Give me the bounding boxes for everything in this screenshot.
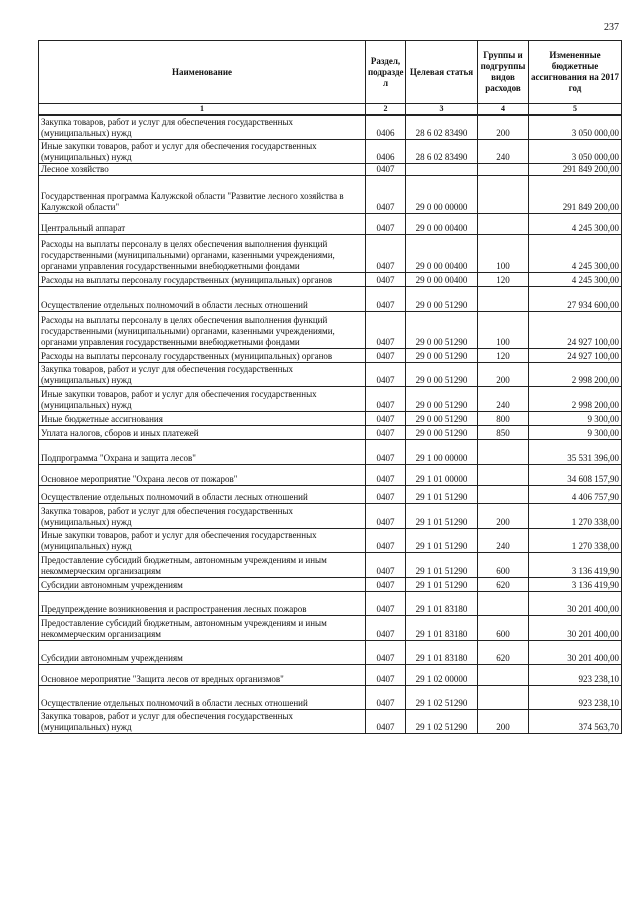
row-amount: 35 531 396,00 [529,439,622,464]
row-group: 240 [478,139,529,163]
row-amount: 30 201 400,00 [529,615,622,640]
row-article: 29 1 01 83180 [406,640,478,664]
row-group: 200 [478,115,529,139]
row-section: 0407 [366,464,406,485]
header-amount: Измененные бюджетные ассигнования на 2017 год [529,41,622,104]
row-amount: 2 998 200,00 [529,362,622,386]
row-article: 29 1 01 00000 [406,464,478,485]
row-group: 600 [478,615,529,640]
row-section: 0407 [366,503,406,528]
table-row [39,685,622,709]
table-row [39,163,622,175]
table-row [39,139,622,163]
row-name: Государственная программа Калужской области "Развитие лесного хозяйства в Калужской области" [39,175,366,213]
header-num: 3 [406,104,478,116]
row-name: Подпрограмма "Охрана и защита лесов" [39,439,366,464]
row-name: Лесное хозяйство [39,163,366,175]
row-amount: 30 201 400,00 [529,640,622,664]
row-group [478,213,529,234]
row-group: 200 [478,503,529,528]
row-group [478,464,529,485]
row-amount: 923 238,10 [529,664,622,685]
row-group: 240 [478,386,529,411]
row-section: 0407 [366,685,406,709]
table-row [39,591,622,615]
row-group: 620 [478,577,529,591]
row-section: 0407 [366,213,406,234]
row-section: 0406 [366,115,406,139]
row-name: Расходы на выплаты персоналу в целях обеспечения выполнения функций государственными (муниципальными) органами, казенными учреждениями, органами управления государственными внебюджетными фондами [39,234,366,272]
row-amount: 374 563,70 [529,709,622,733]
row-section: 0407 [366,528,406,552]
row-section: 0407 [366,439,406,464]
table-row [39,425,622,439]
row-amount: 923 238,10 [529,685,622,709]
table-row [39,362,622,386]
table-row [39,213,622,234]
row-article: 29 0 00 00400 [406,213,478,234]
table-row [39,640,622,664]
row-group: 850 [478,425,529,439]
row-group: 120 [478,348,529,362]
row-amount: 3 136 419,90 [529,552,622,577]
row-section: 0407 [366,591,406,615]
row-article: 29 1 01 51290 [406,485,478,503]
row-amount: 291 849 200,00 [529,163,622,175]
row-name: Субсидии автономным учреждениям [39,640,366,664]
row-group: 100 [478,311,529,348]
row-group [478,175,529,213]
row-amount: 1 270 338,00 [529,528,622,552]
row-amount: 24 927 100,00 [529,311,622,348]
row-group: 200 [478,362,529,386]
row-name: Осуществление отдельных полномочий в области лесных отношений [39,685,366,709]
row-section: 0407 [366,640,406,664]
table-row [39,286,622,311]
header-num: 5 [529,104,622,116]
header-section: Раздел, подразде л [366,41,406,104]
header-groups: Группы и подгруппы видов расходов [478,41,529,104]
row-amount: 34 608 157,90 [529,464,622,485]
table-row [39,272,622,286]
row-group: 200 [478,709,529,733]
row-name: Субсидии автономным учреждениям [39,577,366,591]
row-amount: 1 270 338,00 [529,503,622,528]
row-section: 0407 [366,411,406,425]
row-section: 0407 [366,425,406,439]
row-name: Иные закупки товаров, работ и услуг для обеспечения государственных (муниципальных) нужд [39,528,366,552]
row-amount: 291 849 200,00 [529,175,622,213]
row-section: 0407 [366,552,406,577]
row-amount: 3 136 419,90 [529,577,622,591]
row-amount: 2 998 200,00 [529,386,622,411]
row-amount: 9 300,00 [529,425,622,439]
row-section: 0407 [366,362,406,386]
table-row [39,503,622,528]
row-article [406,163,478,175]
row-section: 0407 [366,485,406,503]
row-amount: 9 300,00 [529,411,622,425]
row-name: Расходы на выплаты персоналу государственных (муниципальных) органов [39,272,366,286]
row-group: 100 [478,234,529,272]
table-row [39,348,622,362]
row-name: Предупреждение возникновения и распространения лесных пожаров [39,591,366,615]
row-article: 29 1 01 51290 [406,552,478,577]
row-amount: 4 406 757,90 [529,485,622,503]
row-group: 800 [478,411,529,425]
row-section: 0406 [366,139,406,163]
row-name: Осуществление отдельных полномочий в области лесных отношений [39,485,366,503]
row-group [478,286,529,311]
row-name: Иные бюджетные ассигнования [39,411,366,425]
row-section: 0407 [366,272,406,286]
row-group: 240 [478,528,529,552]
row-section: 0407 [366,615,406,640]
row-name: Расходы на выплаты персоналу в целях обеспечения выполнения функций государственными (муниципальными) органами, казенными учреждениями, органами управления государственными внебюджетными фондами [39,311,366,348]
row-amount: 30 201 400,00 [529,591,622,615]
row-name: Иные закупки товаров, работ и услуг для обеспечения государственных (муниципальных) нужд [39,386,366,411]
table-row [39,528,622,552]
header-num: 2 [366,104,406,116]
table-row [39,386,622,411]
row-group [478,685,529,709]
row-group [478,591,529,615]
row-section: 0407 [366,175,406,213]
table-row [39,464,622,485]
header-row [39,41,622,104]
table-row [39,664,622,685]
row-group: 620 [478,640,529,664]
row-section: 0407 [366,664,406,685]
row-amount: 4 245 300,00 [529,272,622,286]
row-article: 29 1 02 51290 [406,709,478,733]
header-num: 4 [478,104,529,116]
row-section: 0407 [366,311,406,348]
header-name: Наименование [39,41,366,104]
row-article: 29 0 00 00000 [406,175,478,213]
row-article: 29 1 02 00000 [406,664,478,685]
header-num: 1 [39,104,366,116]
row-section: 0407 [366,348,406,362]
row-article: 29 1 00 00000 [406,439,478,464]
row-name: Центральный аппарат [39,213,366,234]
row-group: 600 [478,552,529,577]
row-article: 29 0 00 51290 [406,425,478,439]
row-group: 120 [478,272,529,286]
row-name: Основное мероприятие "Защита лесов от вредных организмов" [39,664,366,685]
row-name: Предоставление субсидий бюджетным, автономным учреждениям и иным некоммерческим организациям [39,552,366,577]
row-article: 29 1 01 83180 [406,615,478,640]
row-article: 29 1 01 51290 [406,528,478,552]
table-row [39,234,622,272]
table-row [39,439,622,464]
table-row [39,615,622,640]
row-name: Закупка товаров, работ и услуг для обеспечения государственных (муниципальных) нужд [39,709,366,733]
row-name: Уплата налогов, сборов и иных платежей [39,425,366,439]
row-name: Закупка товаров, работ и услуг для обеспечения государственных (муниципальных) нужд [39,362,366,386]
row-name: Иные закупки товаров, работ и услуг для обеспечения государственных (муниципальных) нужд [39,139,366,163]
table-row [39,485,622,503]
row-name: Закупка товаров, работ и услуг для обеспечения государственных (муниципальных) нужд [39,503,366,528]
row-article: 29 1 01 83180 [406,591,478,615]
row-amount: 24 927 100,00 [529,348,622,362]
row-section: 0407 [366,234,406,272]
table-row [39,577,622,591]
table-body [39,115,622,733]
row-article: 29 0 00 51290 [406,286,478,311]
row-article: 29 1 02 51290 [406,685,478,709]
table-row [39,411,622,425]
row-article: 29 0 00 00400 [406,272,478,286]
table-row [39,709,622,733]
row-name: Основное мероприятие "Охрана лесов от пожаров" [39,464,366,485]
header-article: Целевая статья [406,41,478,104]
row-name: Расходы на выплаты персоналу государственных (муниципальных) органов [39,348,366,362]
row-amount: 4 245 300,00 [529,234,622,272]
budget-table [38,40,622,734]
row-name: Закупка товаров, работ и услуг для обеспечения государственных (муниципальных) нужд [39,115,366,139]
row-article: 29 1 01 51290 [406,577,478,591]
row-amount: 27 934 600,00 [529,286,622,311]
table-row [39,552,622,577]
row-article: 28 6 02 83490 [406,115,478,139]
row-article: 29 0 00 00400 [406,234,478,272]
row-article: 29 0 00 51290 [406,348,478,362]
row-section: 0407 [366,386,406,411]
row-section: 0407 [366,709,406,733]
row-amount: 3 050 000,00 [529,115,622,139]
row-article: 29 0 00 51290 [406,386,478,411]
row-article: 29 1 01 51290 [406,503,478,528]
row-section: 0407 [366,163,406,175]
header-number-row [39,104,622,116]
row-group [478,485,529,503]
row-article: 29 0 00 51290 [406,362,478,386]
row-name: Осуществление отдельных полномочий в области лесных отношений [39,286,366,311]
row-name: Предоставление субсидий бюджетным, автономным учреждениям и иным некоммерческим организациям [39,615,366,640]
page-number: 237 [604,22,619,33]
table-row [39,311,622,348]
row-group [478,439,529,464]
row-section: 0407 [366,286,406,311]
table-row [39,115,622,139]
row-section: 0407 [366,577,406,591]
row-amount: 3 050 000,00 [529,139,622,163]
row-group [478,163,529,175]
row-group [478,664,529,685]
row-article: 29 0 00 51290 [406,411,478,425]
row-article: 28 6 02 83490 [406,139,478,163]
row-amount: 4 245 300,00 [529,213,622,234]
table-row [39,175,622,213]
row-article: 29 0 00 51290 [406,311,478,348]
